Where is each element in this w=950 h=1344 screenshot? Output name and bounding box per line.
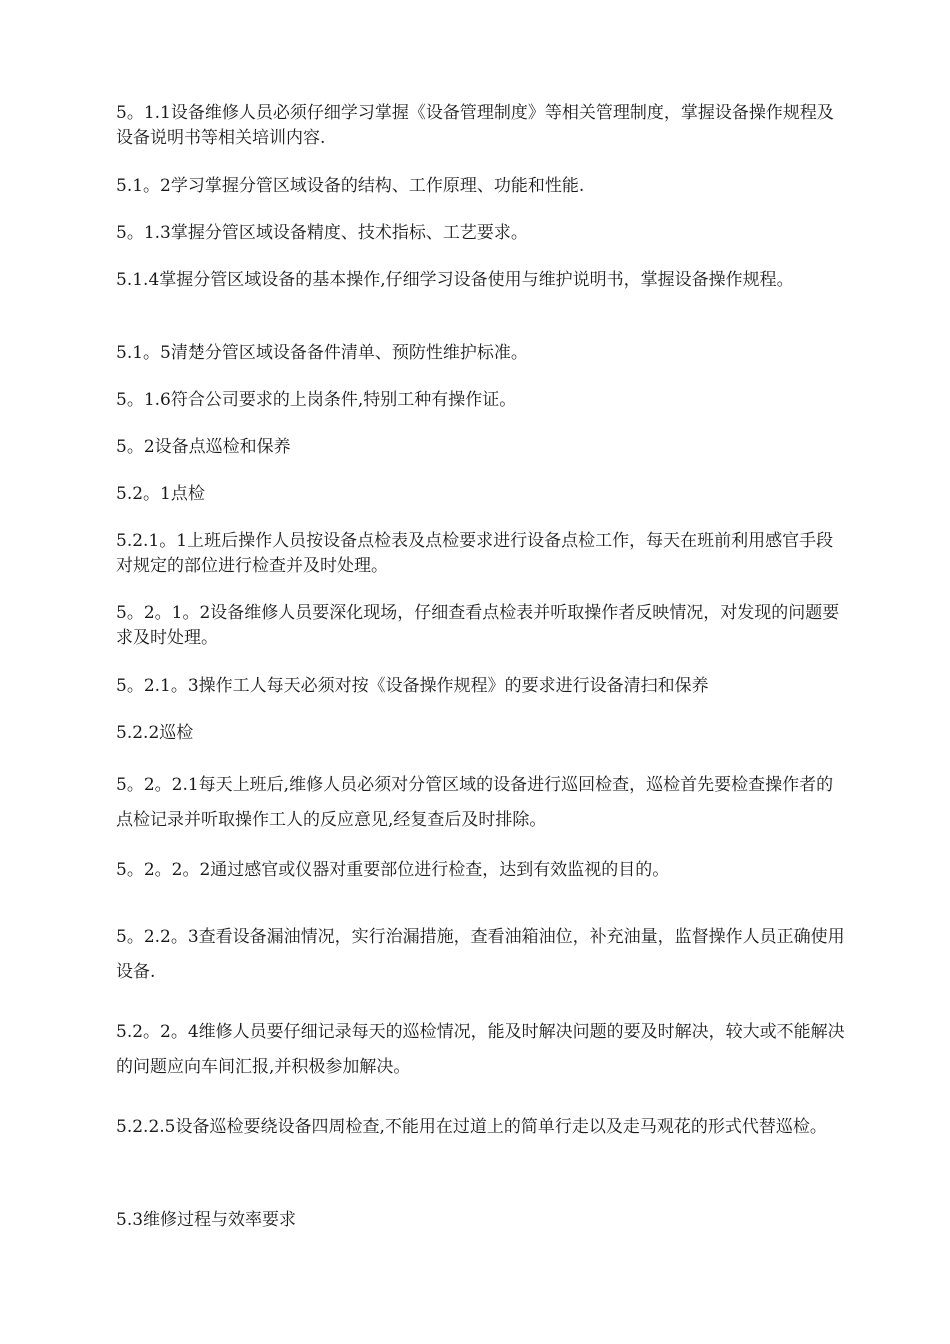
paragraph-5-1-5: 5.1。5清楚分管区域设备备件清单、预防性维护标准。 [116,343,528,363]
heading-5-2-1: 5.2。1点检 [116,484,205,504]
paragraph-5-2-1-2: 5。2。1。2设备维修人员要深化现场，仔细查看点检表并听取操作者反映情况，对发现的问题要求及时处理。 [116,603,840,648]
heading-5-2: 5。2设备点巡检和保养 [116,437,291,457]
paragraph-5-1-4: 5.1.4掌握分管区域设备的基本操作,仔细学习设备使用与维护说明书，掌握设备操作规程。 [116,270,794,290]
paragraph-5-1-6: 5。1.6符合公司要求的上岗条件,特别工种有操作证。 [116,390,517,410]
paragraph-5-2-2-1: 5。2。2.1每天上班后,维修人员必须对分管区域的设备进行巡回检查，巡检首先要检查操作者的点检记录并听取操作工人的反应意见,经复查后及时排除。 [116,775,834,830]
paragraph-5-1-2: 5.1。2学习掌握分管区域设备的结构、工作原理、功能和性能. [116,176,585,196]
heading-5-2-2: 5.2.2巡检 [116,723,194,743]
paragraph-5-2-2-2: 5。2。2。2通过感官或仪器对重要部位进行检查，达到有效监视的目的。 [116,860,670,880]
paragraph-5-2-2-3: 5。2.2。3查看设备漏油情况，实行治漏措施，查看油箱油位，补充油量，监督操作人员正确使用设备. [116,927,845,982]
paragraph-5-2-1-3: 5。2.1。3操作工人每天必须对按《设备操作规程》的要求进行设备清扫和保养 [116,676,709,696]
paragraph-5-1-1: 5。1.1设备维修人员必须仔细学习掌握《设备管理制度》等相关管理制度，掌握设备操作规程及设备说明书等相关培训内容. [116,103,834,148]
paragraph-5-2-2-4: 5.2。2。4维修人员要仔细记录每天的巡检情况，能及时解决问题的要及时解决，较大或不能解决的问题应向车间汇报,并积极参加解决。 [116,1022,845,1077]
heading-5-3: 5.3维修过程与效率要求 [116,1210,297,1230]
paragraph-5-2-1-1: 5.2.1。1上班后操作人员按设备点检表及点检要求进行设备点检工作，每天在班前利用感官手段对规定的部位进行检查并及时处理。 [116,531,834,576]
paragraph-5-2-2-5: 5.2.2.5设备巡检要绕设备四周检查,不能用在过道上的简单行走以及走马观花的形式代替巡检。 [116,1117,827,1137]
paragraph-5-1-3: 5。1.3掌握分管区域设备精度、技术指标、工艺要求。 [116,223,528,243]
